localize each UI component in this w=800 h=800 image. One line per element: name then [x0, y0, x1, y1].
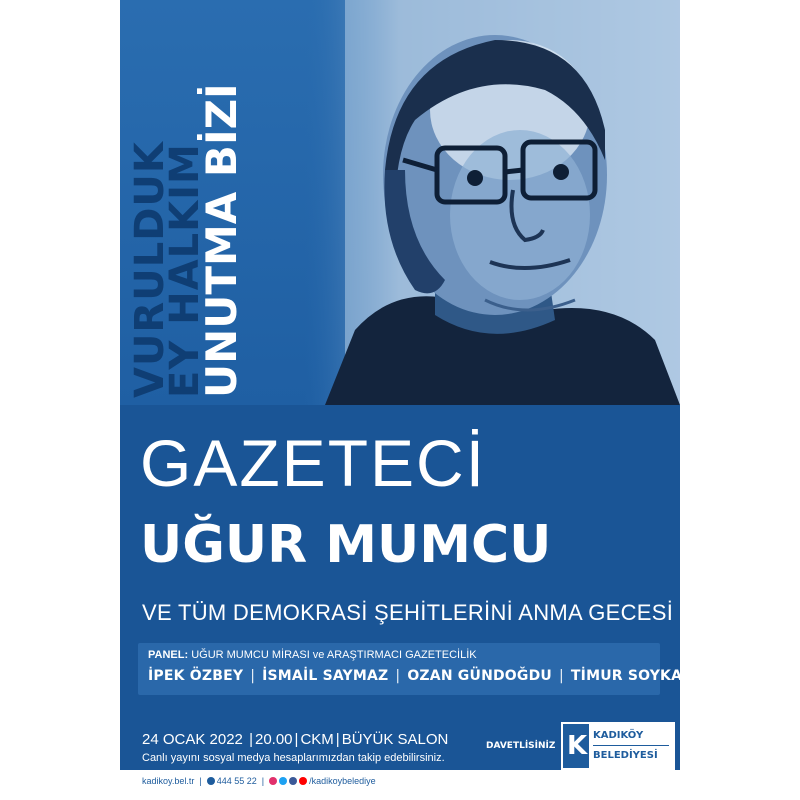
- panel-topic: UĞUR MUMCU MİRASI ve ARAŞTIRMACI GAZETECİLİK: [191, 649, 477, 661]
- event-hall: BÜYÜK SALON: [341, 731, 449, 748]
- invite-text: DAVETLİSİNİZ: [486, 741, 556, 751]
- panel-topic-line: [148, 649, 477, 661]
- subtitle: VE TÜM DEMOKRASİ ŞEHİTLERİNİ ANMA GECESİ: [142, 600, 674, 625]
- event-separator: |: [335, 731, 340, 748]
- slogan: [127, 0, 246, 398]
- twitter-icon[interactable]: [279, 777, 287, 785]
- slogan-word-bizi: BİZİ: [197, 83, 246, 178]
- event-separator: |: [294, 731, 299, 748]
- logo-line-2: BELEDİYESİ: [593, 750, 658, 761]
- logo-line-1: KADIKÖY: [593, 730, 644, 741]
- facebook-icon[interactable]: [289, 777, 297, 785]
- logo-k-mark: [563, 724, 589, 768]
- footer-separator: |: [199, 776, 202, 786]
- panel-label: PANEL:: [148, 649, 189, 661]
- logo-letter: K: [567, 731, 588, 761]
- portrait-image: [285, 0, 680, 405]
- live-stream-note: Canlı yayını sosyal medya hesaplarımızdan takip edebilirsiniz.: [142, 752, 445, 764]
- slogan-line-1: VURULDUK: [127, 141, 173, 398]
- slogan-line-3: [197, 0, 246, 398]
- footer-phone: 444 55 22: [216, 776, 257, 786]
- event-venue: CKM: [300, 731, 334, 748]
- panelist-name: İPEK ÖZBEY: [148, 668, 244, 684]
- title-journalist: GAZETECİ: [140, 426, 487, 500]
- panelist-separator: |: [395, 668, 401, 684]
- event-date: 24 OCAK 2022: [142, 731, 243, 748]
- panelist-separator: |: [559, 668, 564, 684]
- panelist-name: TİMUR SOYKAN: [570, 668, 695, 684]
- logo-divider: [593, 745, 669, 746]
- title-name: UĞUR MUMCU: [140, 515, 552, 575]
- youtube-icon[interactable]: [299, 777, 307, 785]
- slogan-line-2: EY HALKIM: [162, 143, 208, 398]
- slogan-word-unutma: UNUTMA: [197, 191, 246, 398]
- instagram-icon[interactable]: [269, 777, 277, 785]
- panelist-name: İSMAİL SAYMAZ: [262, 668, 389, 684]
- panelists: [148, 668, 694, 684]
- kadikoy-logo: [561, 722, 675, 770]
- footer-website[interactable]: kadikoy.bel.tr: [142, 776, 195, 786]
- panelist-name: OZAN GÜNDOĞDU: [407, 668, 552, 684]
- event-separator: |: [249, 731, 253, 748]
- footer-separator: |: [261, 776, 265, 786]
- panelist-separator: |: [250, 668, 256, 684]
- panel-box: [138, 643, 695, 695]
- phone-icon: [207, 777, 215, 785]
- event-time: 20.00: [254, 731, 293, 748]
- footer-row: [142, 776, 376, 786]
- poster: [120, 0, 695, 800]
- footer-social-handle[interactable]: /kadikoybelediye: [309, 776, 376, 786]
- event-info: [142, 731, 448, 748]
